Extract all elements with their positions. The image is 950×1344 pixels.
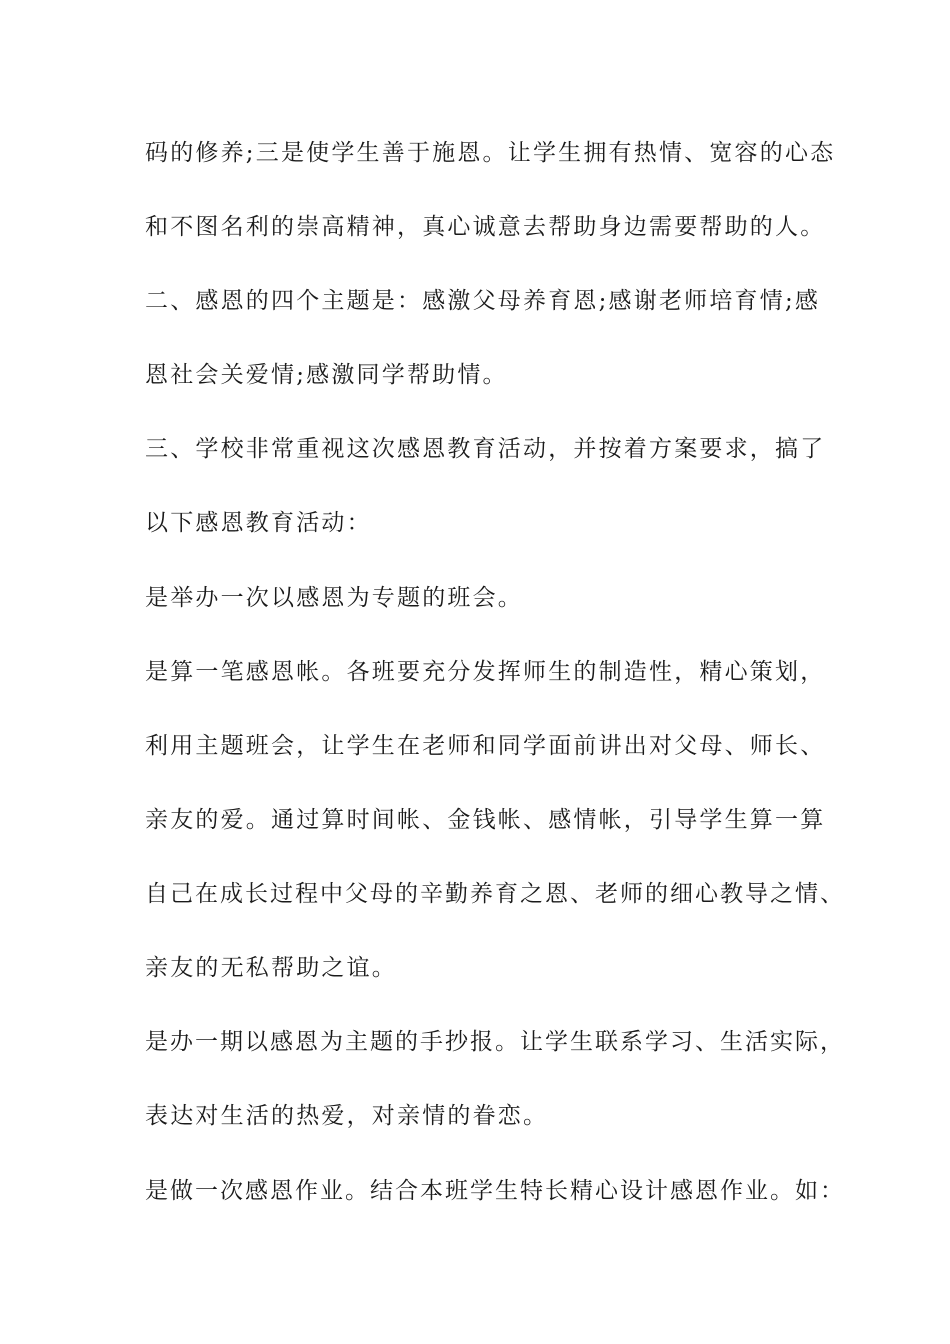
text-line: 三、学校非常重视这次感恩教育活动，并按着方案要求，搞了 — [145, 436, 826, 462]
text-line: 和不图名利的崇高精神，真心诚意去帮助身边需要帮助的人。 — [145, 214, 826, 240]
text-line: 亲友的爱。通过算时间帐、金钱帐、感情帐，引导学生算一算 — [145, 807, 826, 833]
text-line: 自己在成长过程中父母的辛勤养育之恩、老师的细心教导之情、 — [145, 881, 845, 907]
text-line: 亲友的无私帮助之谊。 — [145, 955, 397, 981]
text-line: 恩社会关爱情;感激同学帮助情。 — [145, 362, 508, 388]
text-line: 码的修养;三是使学生善于施恩。让学生拥有热情、宽容的心态 — [145, 140, 836, 166]
text-line: 是举办一次以感恩为专题的班会。 — [145, 585, 523, 611]
text-line: 是办一期以感恩为主题的手抄报。让学生联系学习、生活实际， — [145, 1029, 845, 1055]
text-line: 以下感恩教育活动： — [145, 510, 372, 536]
text-line: 二、感恩的四个主题是：感激父母养育恩;感谢老师培育情;感 — [145, 288, 821, 314]
text-line: 是算一笔感恩帐。各班要充分发挥师生的制造性，精心策划， — [145, 659, 826, 685]
text-line: 利用主题班会，让学生在老师和同学面前讲出对父母、师长、 — [145, 733, 826, 759]
text-line: 表达对生活的热爱，对亲情的眷恋。 — [145, 1103, 549, 1129]
text-line: 是做一次感恩作业。结合本班学生特长精心设计感恩作业。如： — [145, 1178, 845, 1204]
